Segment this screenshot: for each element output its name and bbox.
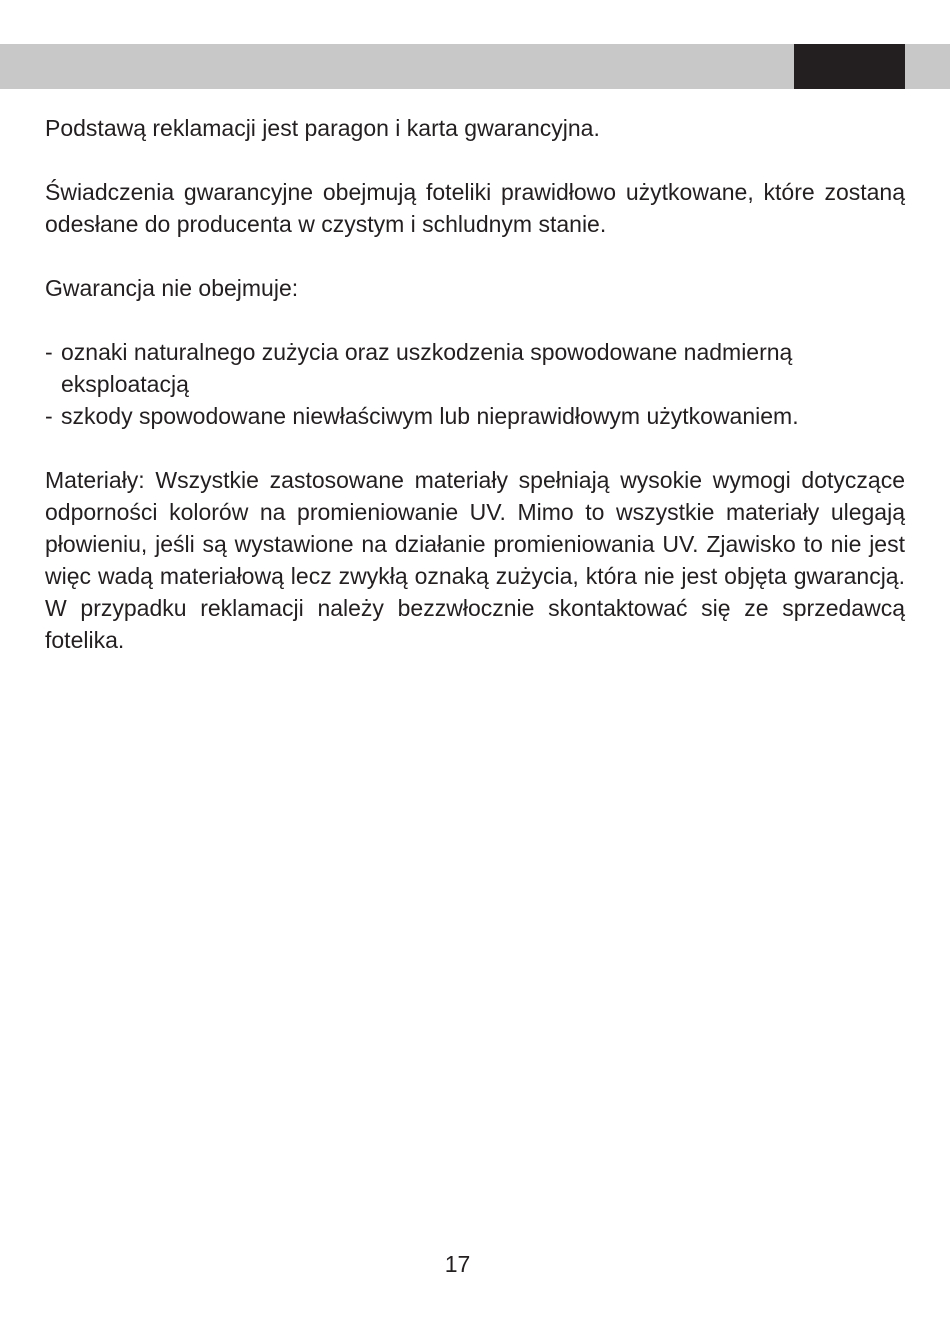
materials-note-paragraph: Materiały: Wszystkie zastosowane materiały spełniają wysokie wymogi dotyczące odporności kolorów na promieniowanie UV. Mimo to wszystkie materiały ulegają płowieniu, jeśli są wystawione na działanie promieniowania UV. Zjawisko to nie jest więc wadą materiałową lecz zwykłą oznaką zużycia, która nie jest objęta gwarancją. W przypadku reklamacji należy bezzwłocznie skontaktować się ze sprzedawcą fotelika.: [45, 467, 905, 653]
exclusions-list: [45, 336, 905, 432]
list-item-text: szkody spowodowane niewłaściwym lub nieprawidłowym użytkowaniem.: [61, 403, 799, 429]
list-item: [45, 400, 905, 432]
warranty-coverage-paragraph: Świadczenia gwarancyjne obejmują foteliki prawidłowo użytkowane, które zostaną odesłane do producenta w czystym i schludnym stanie.: [45, 179, 905, 237]
list-item: [45, 336, 905, 400]
warranty-exclusions-heading: Gwarancja nie obejmuje:: [45, 275, 299, 301]
complaint-basis-paragraph: Podstawą reklamacji jest paragon i karta gwarancyjna.: [45, 115, 600, 141]
document-body: [45, 112, 905, 688]
list-bullet: -: [45, 403, 53, 429]
list-bullet: -: [45, 339, 53, 365]
page-number: 17: [444, 1251, 471, 1277]
list-item-text: oznaki naturalnego zużycia oraz uszkodzenia spowodowane nadmierną eksploatacją: [61, 339, 793, 397]
header-block: [794, 44, 905, 89]
